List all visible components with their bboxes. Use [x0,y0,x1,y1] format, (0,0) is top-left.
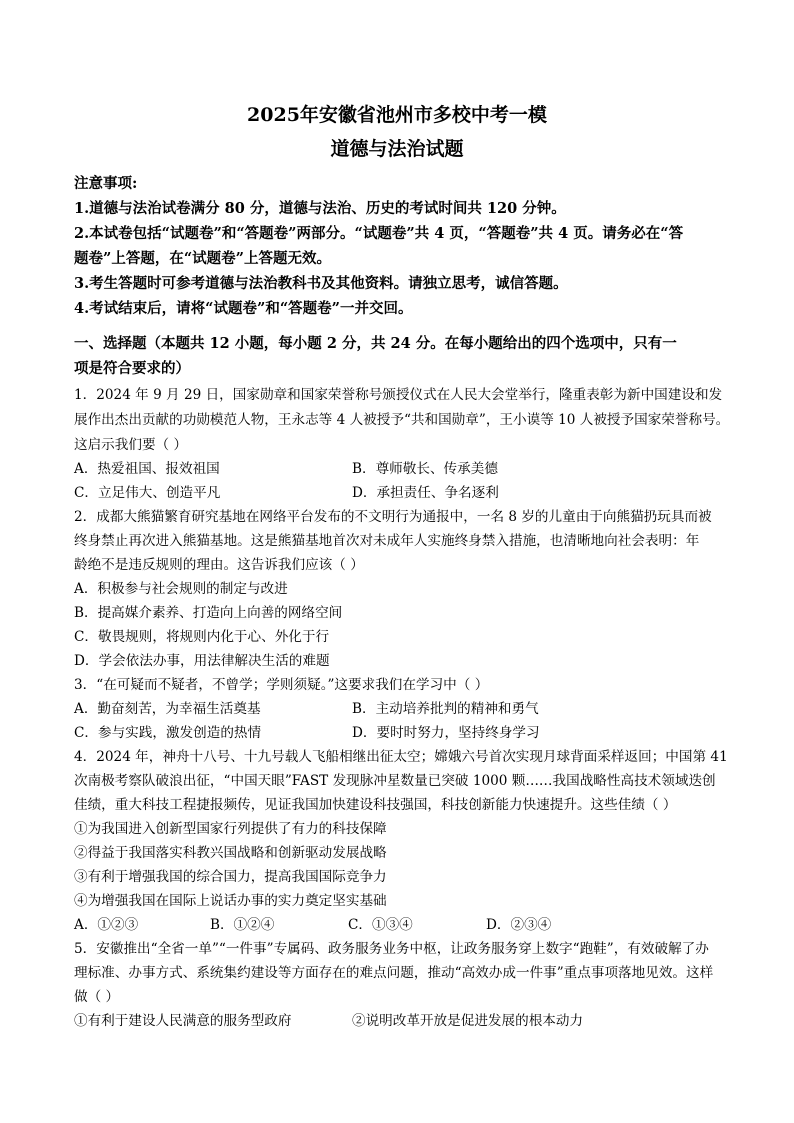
question-2-text: 终身禁止再次进入熊猫基地。这是熊猫基地首次对未成年人实施终身禁入措施，也清晰地向社会表明：年 [74,533,700,549]
question-4-option-a: A．①②③ [74,917,139,933]
question-3-option-d: D．要时时努力，坚持终身学习 [352,725,540,741]
question-3-option-b: B．主动培养批判的精神和勇气 [352,701,539,717]
question-1-text: 展作出杰出贡献的功勋模范人物，王永志等 4 人被授予“共和国勋章”，王小谟等 10 人被授予国家荣誉称号。 [74,412,730,428]
question-1-option-a: A．热爱祖国、报效祖国 [74,461,220,477]
question-4-option-c: C．①③④ [348,917,413,933]
notice-item: 3.考生答题时可参考道德与法治教科书及其他资料。请独立思考，诚信答题。 [74,275,568,292]
exam-title: 2025年安徽省池州市多校中考一模 [247,104,547,126]
question-4-text: 4．2024 年，神舟十八号、十九号载人飞船相继出征太空；嫦娥六号首次实现月球背面采样返回；中国第 41 [74,749,728,765]
question-3-option-c: C．参与实践，激发创造的热情 [74,725,262,741]
question-5-statement: ②说明改革开放是促进发展的根本动力 [352,1013,584,1029]
question-3-text: 3．“在可疑而不疑者，不曾学；学则须疑。”这要求我们在学习中（ ） [74,677,489,693]
question-4-option-b: B．①②④ [210,917,275,933]
section-heading: 一、选择题（本题共 12 小题，每小题 2 分，共 24 分。在每小题给出的四个选项中，只有一 [74,335,677,352]
notice-heading: 注意事项: [74,175,138,192]
question-2-option-c: C．敬畏规则，将规则内化于心、外化于行 [74,629,330,645]
question-5-text: 5．安徽推出“全省一单”“一件事”专属码、政务服务业务中枢，让政务服务穿上数字“跑鞋”，有效破解了办 [74,941,709,957]
notice-item: 2.本试卷包括“试题卷”和“答题卷”两部分。“试题卷”共 4 页，“答题卷”共 4 页。请务必在“答 [74,225,684,242]
exam-subject: 道德与法治试题 [330,138,464,160]
question-1-option-b: B．尊师敬长、传承美德 [352,461,498,477]
question-2-option-a: A．积极参与社会规则的制定与改进 [74,581,288,597]
question-4-text: 次南极考察队破浪出征，“中国天眼”FAST 发现脉冲星数量已突破 1000 颗……我国战略性高技术领域迭创 [74,773,716,789]
question-5-text: 理标准、办事方式、系统集约建设等方面存在的难点问题，推动“高效办成一件事”重点事项落地见效。这样 [74,965,714,981]
notice-item: 4.考试结束后，请将“试题卷”和“答题卷”一并交回。 [74,300,413,317]
question-4-statement: ③有利于增强我国的综合国力，提高我国国际竞争力 [74,869,387,885]
notice-item: 1.道德与法治试卷满分 80 分，道德与法治、历史的考试时间共 120 分钟。 [74,200,566,217]
question-2-option-b: B．提高媒介素养、打造向上向善的网络空间 [74,605,343,621]
question-4-statement: ②得益于我国落实科教兴国战略和创新驱动发展战略 [74,845,387,861]
question-2-option-d: D．学会依法办事，用法律解决生活的难题 [74,653,330,669]
question-2-text: 龄绝不是违反规则的理由。这告诉我们应该（ ） [74,557,364,573]
question-5-statement: ①有利于建设人民满意的服务型政府 [74,1013,292,1029]
section-heading: 项是符合要求的） [74,360,190,377]
question-2-text: 2．成都大熊猫繁育研究基地在网络平台发布的不文明行为通报中，一名 8 岁的儿童由于向熊猫扔玩具而被 [74,509,712,525]
notice-item: 题卷”上答题，在“试题卷”上答题无效。 [74,250,332,267]
question-4-text: 佳绩，重大科技工程捷报频传，见证我国加快建设科技强国，科技创新能力快速提升。这些佳绩（ ） [74,797,677,813]
question-1-text: 这启示我们要（ ） [74,437,188,453]
question-3-option-a: A．勤奋刻苦，为幸福生活奠基 [74,701,261,717]
question-4-statement: ①为我国进入创新型国家行列提供了有力的科技保障 [74,821,387,837]
question-1-option-d: D．承担责任、争名逐利 [352,485,499,501]
question-5-text: 做（ ） [74,989,120,1005]
question-1-option-c: C．立足伟大、创造平凡 [74,485,221,501]
question-4-statement: ④为增强我国在国际上说话办事的实力奠定坚实基础 [74,893,387,909]
question-4-option-d: D．②③④ [486,917,552,933]
question-1-text: 1．2024 年 9 月 29 日，国家勋章和国家荣誉称号颁授仪式在人民大会堂举行，隆重表彰为新中国建设和发 [74,387,723,403]
